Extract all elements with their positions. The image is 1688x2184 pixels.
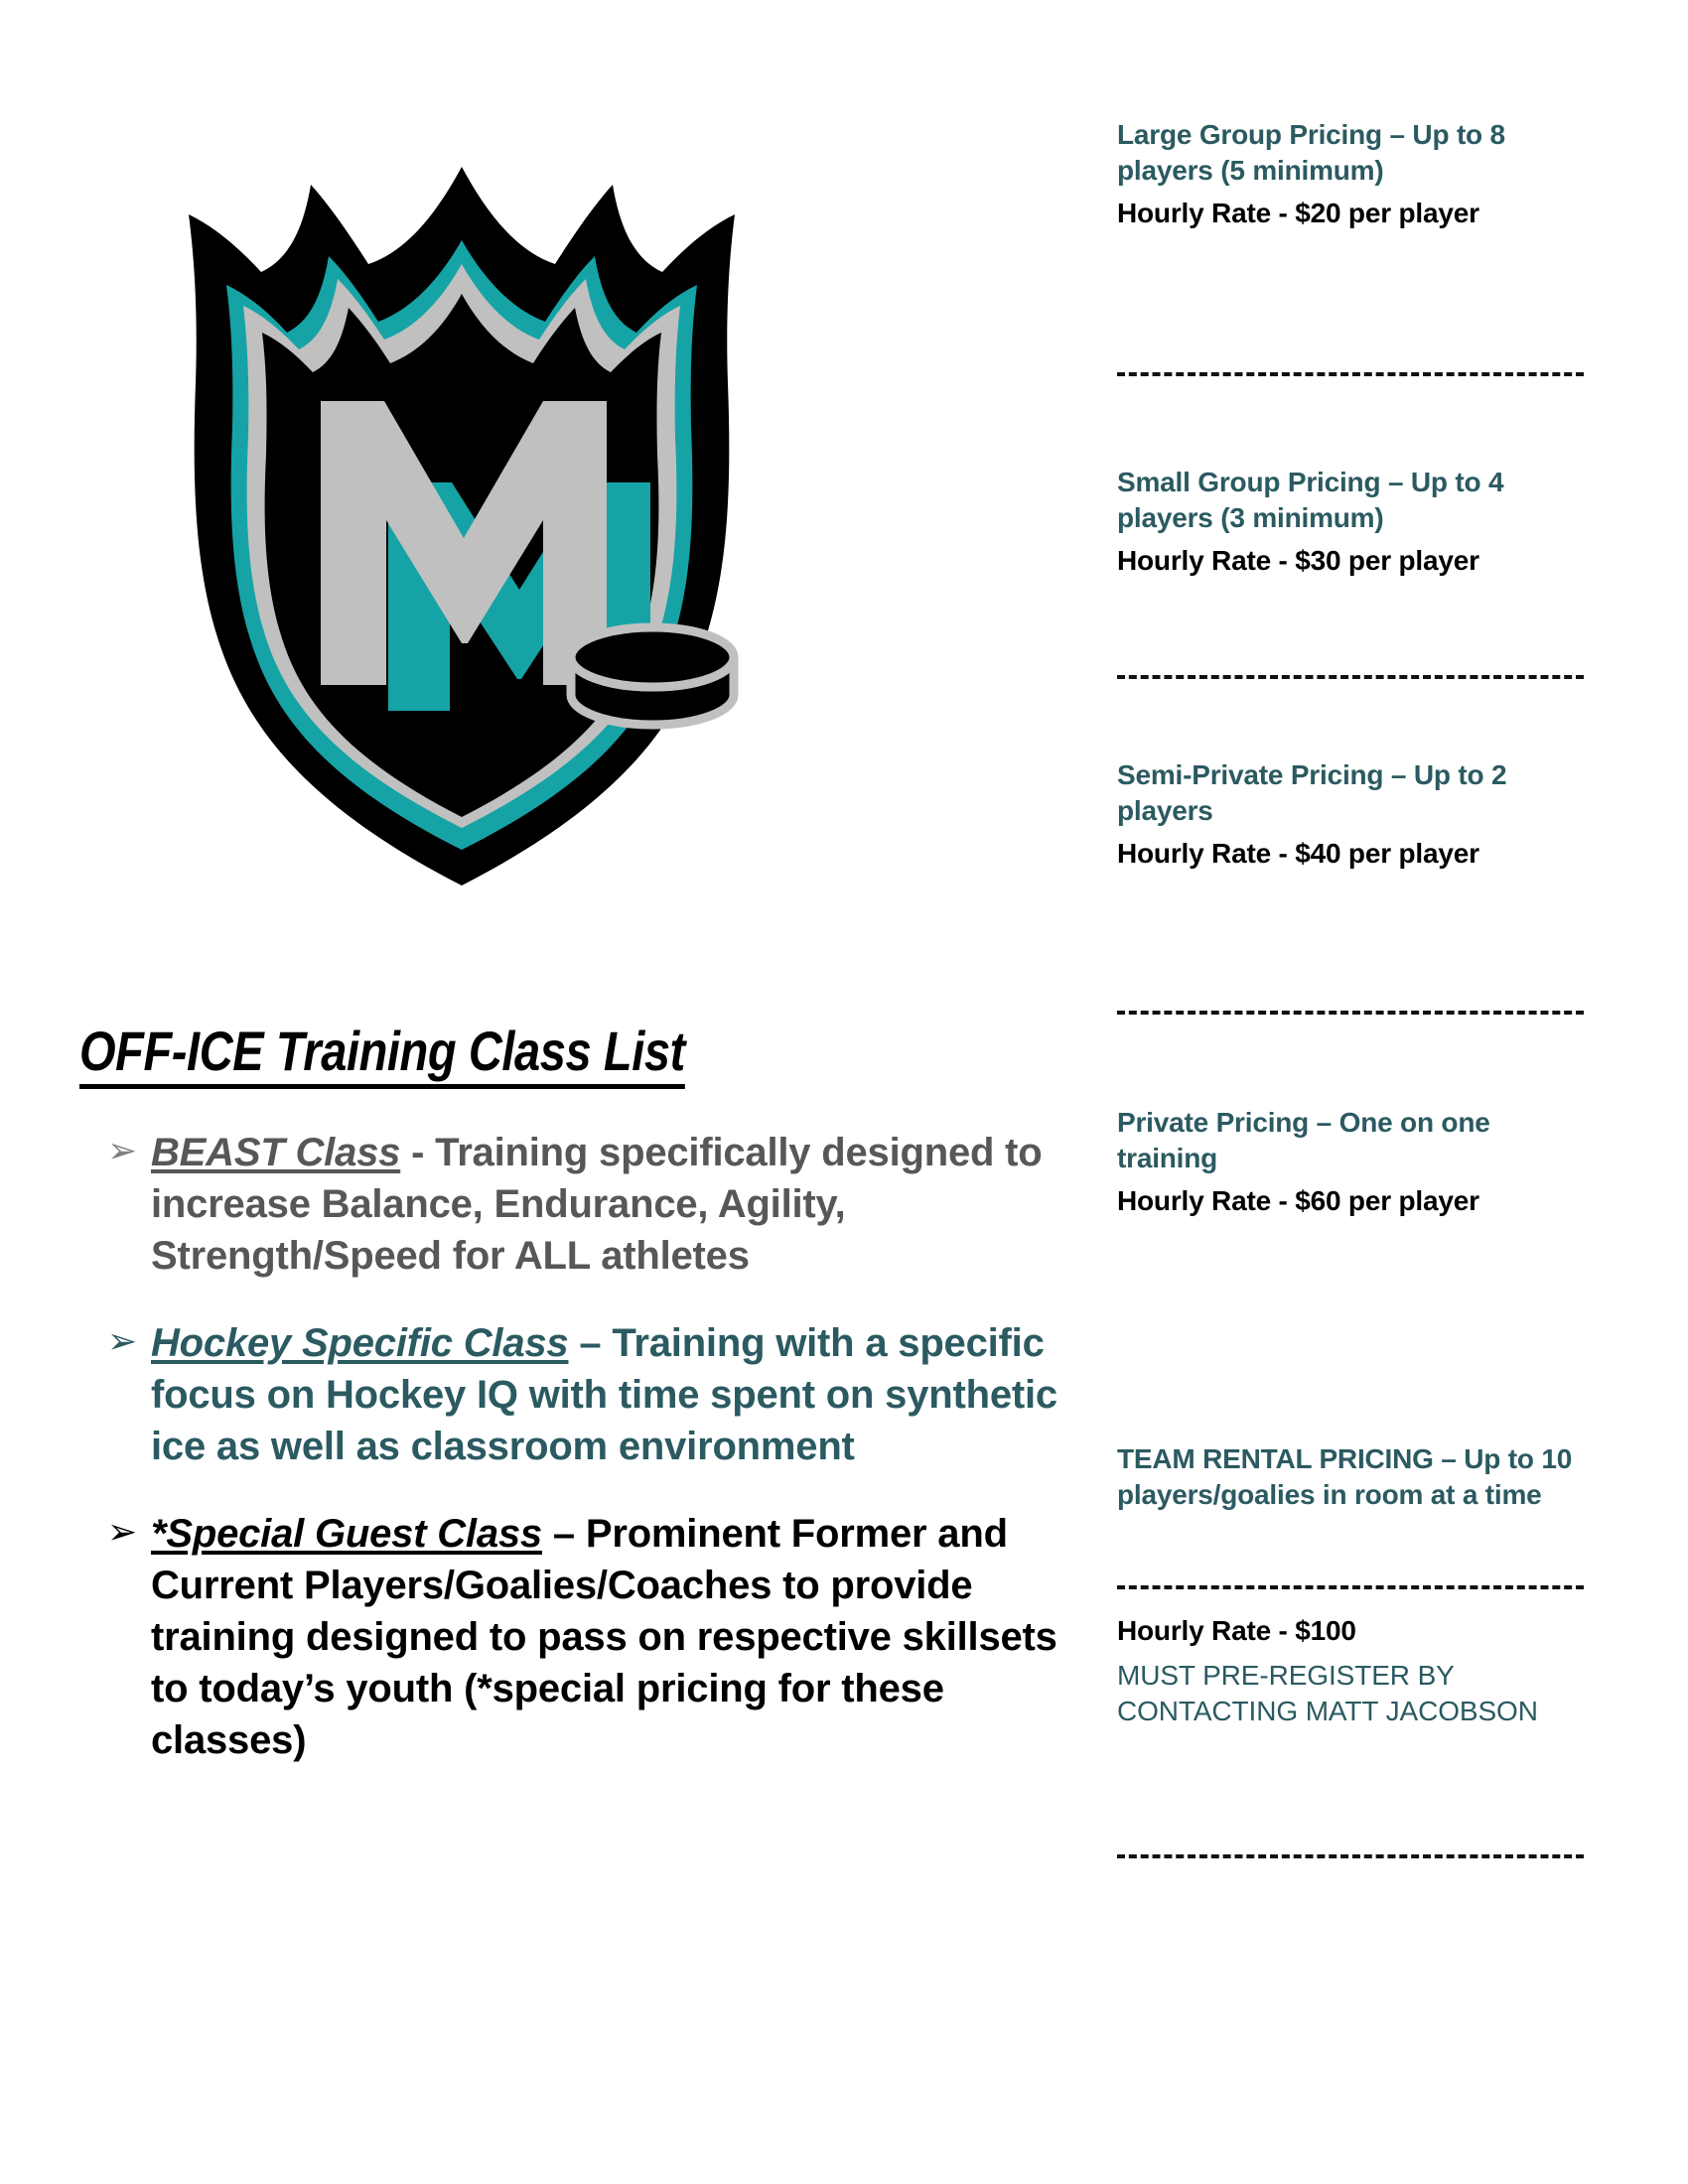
pricing-rate: Hourly Rate - $40 per player: [1117, 837, 1479, 869]
pricing-block-large-group: [1117, 117, 1584, 231]
class-list-title-wrap: [79, 1020, 1072, 1089]
pre-register-note: MUST PRE-REGISTER BY CONTACTING MATT JACOBSON: [1117, 1660, 1538, 1727]
pricing-heading: Large Group Pricing – Up to 8 players (5 minimum): [1117, 119, 1505, 186]
bullet-arrow-icon: ➢: [107, 1129, 137, 1170]
class-name-label: BEAST Class: [151, 1130, 401, 1174]
class-description: – Prominent Former and Current Players/Goalies/Coaches to provide training designed to pass on respective skillsets to today’s youth (*special pricing for these classes): [151, 1511, 1057, 1762]
pricing-block-small-group: [1117, 465, 1584, 579]
list-item-hockey-specific-class: [79, 1317, 1072, 1472]
class-list-section: [79, 1020, 1072, 1802]
pricing-heading: Semi-Private Pricing – Up to 2 players: [1117, 759, 1507, 826]
divider-4: [1117, 1585, 1584, 1589]
pricing-block-semi-private: [1117, 757, 1584, 872]
list-item-special-guest-class: [79, 1508, 1072, 1766]
bullet-arrow-icon: ➢: [107, 1510, 137, 1552]
team-logo: [154, 149, 770, 903]
list-item-beast-class: [79, 1127, 1072, 1282]
hockey-puck-icon: [571, 627, 734, 725]
divider-1: [1117, 372, 1584, 376]
bullet-arrow-icon: ➢: [107, 1319, 137, 1361]
pricing-rate: Hourly Rate - $60 per player: [1117, 1184, 1479, 1216]
pricing-column: [1117, 0, 1633, 2184]
pricing-rate: Hourly Rate - $20 per player: [1117, 197, 1479, 228]
class-description: – Training with a specific focus on Hockey IQ with time spent on synthetic ice as well as classroom environment: [151, 1320, 1057, 1468]
class-name-label: Hockey Specific Class: [151, 1320, 569, 1365]
divider-2: [1117, 675, 1584, 679]
pricing-block-private: [1117, 1105, 1584, 1219]
divider-5: [1117, 1854, 1584, 1858]
class-name-label: *Special Guest Class: [151, 1511, 542, 1556]
class-description: - Training specifically designed to increase Balance, Endurance, Agility, Strength/Speed for ALL athletes: [151, 1130, 1043, 1278]
pricing-heading: TEAM RENTAL PRICING – Up to 10 players/goalies in room at a time: [1117, 1443, 1573, 1510]
team-rental-details: [1117, 1613, 1584, 1729]
pricing-block-team-rental: [1117, 1441, 1584, 1513]
pricing-heading: Private Pricing – One on one training: [1117, 1107, 1490, 1173]
pricing-rate: Hourly Rate - $100: [1117, 1615, 1356, 1646]
divider-3: [1117, 1011, 1584, 1015]
page-title: OFF-ICE Training Class List: [79, 1023, 685, 1089]
pricing-heading: Small Group Pricing – Up to 4 players (3 minimum): [1117, 467, 1504, 533]
pricing-rate: Hourly Rate - $30 per player: [1117, 544, 1479, 576]
hockey-shield-logo-svg: [154, 149, 770, 903]
class-list: [79, 1127, 1072, 1766]
